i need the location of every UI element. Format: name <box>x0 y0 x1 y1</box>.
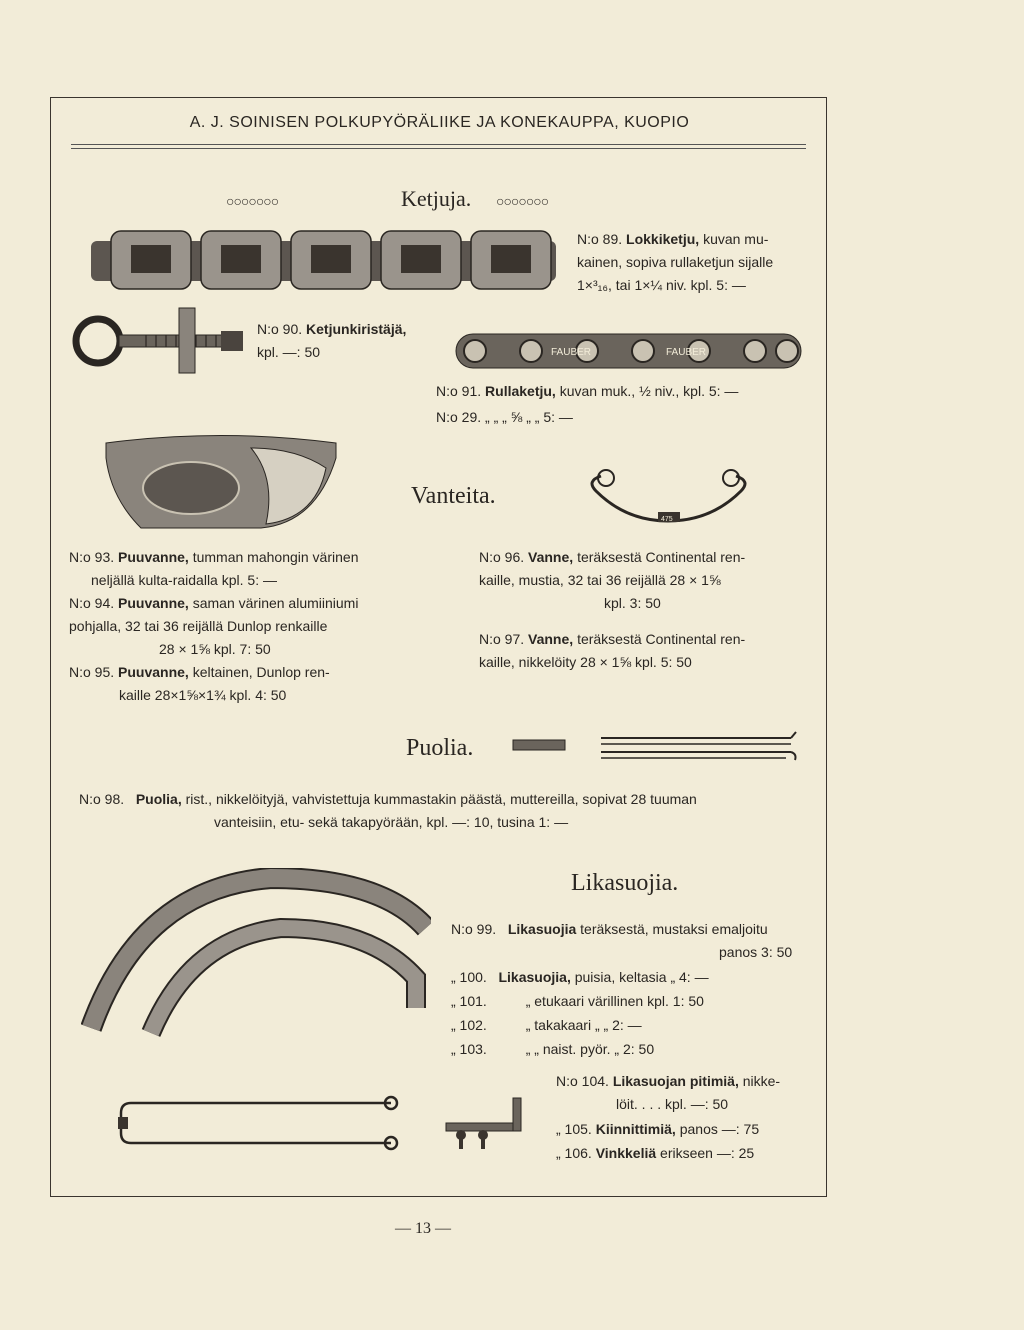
item-91: N:o 91. Rullaketju, kuvan muk., ½ niv., kpl. 5: — <box>436 383 739 399</box>
item-89: N:o 89. Lokkiketju, kuvan mu- kainen, sopiva rullaketjun sijalle 1×³₁₆, tai 1×¼ niv. kpl. 5: — <box>577 231 774 293</box>
item-90: N:o 90. Ketjunkiristäjä, kpl. —: 50 <box>257 321 407 360</box>
item-94: N:o 94. Puuvanne, saman värinen alumiiniumi pohjalla, 32 tai 36 reijällä Dunlop renkaille 28 × 1⅝ kpl. 7: 50 <box>69 595 359 657</box>
item-104: N:o 104. Likasuojan pitimiä, nikke- löit. . . . kpl. —: 50 <box>556 1073 781 1112</box>
section-title-vanteita: Vanteita. <box>411 483 496 509</box>
item-103: „ 103. „ „ naist. pyör. „ 2: 50 <box>451 1041 655 1057</box>
chain-decor-right: ○○○○○○○ <box>496 193 549 209</box>
page-number: — 13 — <box>395 1220 451 1237</box>
lokkiketju-image <box>91 223 561 295</box>
section-title-puolia: Puolia. <box>406 735 474 761</box>
item-93: N:o 93. Puuvanne, tumman mahongin värinen neljällä kulta-raidalla kpl. 5: — <box>69 549 359 588</box>
item-101: „ 101. „ etukaari värillinen kpl. 1: 50 <box>451 993 704 1009</box>
header-rule-1 <box>71 144 806 145</box>
section-title-ketjuja: Ketjuja. <box>401 186 472 211</box>
chain-decor-left: ○○○○○○○ <box>226 193 279 209</box>
puuvanne-image <box>101 428 341 533</box>
rim-label: 475 <box>661 516 673 523</box>
terasvanne-image <box>586 466 751 526</box>
brand-label-2: FAUBER <box>666 347 707 358</box>
likasuoja-image <box>81 868 431 1038</box>
puolia-image <box>511 728 801 768</box>
item-97: N:o 97. Vanne, teräksestä Continental ren- kaille, nikkelöity 28 × 1⅝ kpl. 5: 50 <box>479 631 746 670</box>
item-96: N:o 96. Vanne, teräksestä Continental ren- kaille, mustia, 32 tai 36 reijällä 28 × 1⅝ kpl. 3: 50 <box>479 549 746 611</box>
page-header: A. J. SOINISEN POLKUPYÖRÄLIIKE JA KONEKAUPPA, KUOPIO <box>189 114 690 131</box>
item-100: „ 100. Likasuojia, puisia, keltasia „ 4: — <box>451 969 709 985</box>
item-95: N:o 95. Puuvanne, keltainen, Dunlop ren- kaille 28×1⅝×1¾ kpl. 4: 50 <box>69 664 330 703</box>
item-29: N:o 29. „ „ „ ⅝ „ „ 5: — <box>436 409 573 425</box>
kiinnittimia-image <box>441 1093 531 1153</box>
item-102: „ 102. „ takakaari „ „ 2: — <box>451 1017 642 1033</box>
item-99: N:o 99. Likasuojia teräksestä, mustaksi emaljoitu panos 3: 50 <box>451 921 793 960</box>
item-105: „ 105. Kiinnittimiä, panos —: 75 <box>556 1121 760 1137</box>
likasuojan-pitimia-image <box>116 1093 401 1153</box>
page-frame <box>50 97 827 1197</box>
rullaketju-image <box>451 326 806 376</box>
ketjunkiristaja-image <box>71 303 256 378</box>
section-title-likasuojia: Likasuojia. <box>571 870 679 896</box>
item-106: „ 106. Vinkkeliä erikseen —: 25 <box>556 1145 755 1161</box>
brand-label-1: FAUBER <box>551 347 592 358</box>
item-98: N:o 98. Puolia, rist., nikkelöityjä, vahvistettuja kummastakin päästä, muttereilla, sopivat 28 tuuman vanteisiin, etu- sekä takapyörään, kpl. —: 10, tusina 1: — <box>79 791 697 830</box>
header-rule-2 <box>71 148 806 149</box>
